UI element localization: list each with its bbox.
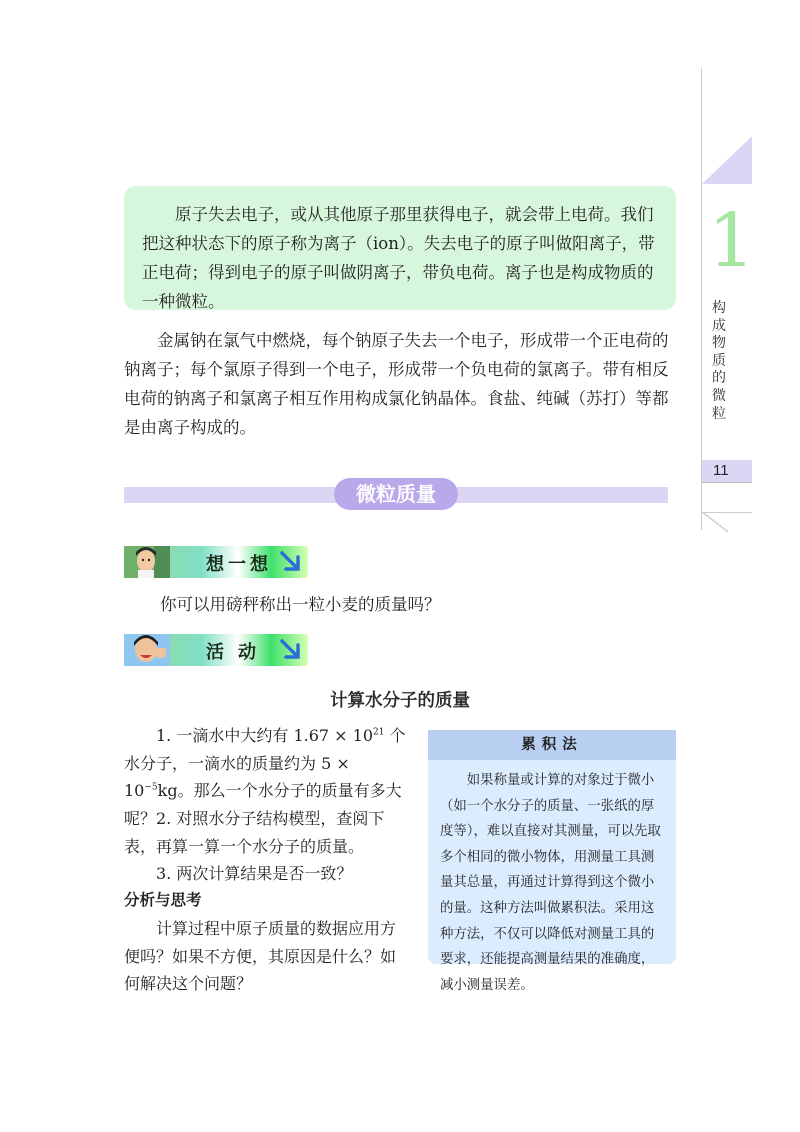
activity-photo-icon	[124, 634, 170, 666]
step-1-text-b: 个水分子，一滴水的质量约为 5 × 10	[124, 726, 406, 800]
activity-title: 计算水分子的质量	[330, 691, 470, 711]
chapter-title: 构成物质的微粒	[712, 300, 726, 422]
activity-step-2: 2. 对照水分子结构模型，查阅下表，再算一算一个水分子的质量。	[124, 809, 385, 856]
page-number: 11	[713, 462, 729, 479]
analysis-text: 计算过程中原子质量的数据应用方便吗？如果不方便，其原因是什么？如何解决这个问题？	[124, 919, 397, 993]
section-title: 微粒质量	[334, 478, 458, 510]
think-label: 想一想	[206, 554, 272, 575]
accumulation-text: 如果称量或计算的对象过于微小（如一个水分子的质量、一张纸的厚度等），难以直接对其测量，可以先取多个相同的微小物体，用测量工具测量其总量，再通过计算得到这个微小的量。这种方法叫做累积法。采用这种方法，不仅可以降低对测量工具的要求，还能提高测量结果的准确度，减小测量误差。	[440, 773, 661, 993]
margin-corner-diagonal	[702, 512, 728, 532]
think-question: 你可以用磅秤称出一粒小麦的质量吗？	[160, 595, 441, 614]
activity-step-3: 3. 两次计算结果是否一致？	[156, 864, 353, 883]
accumulation-title: 累积法	[428, 730, 676, 760]
step-1-text-a: 1. 一滴水中大约有 1.67 × 10	[156, 726, 374, 745]
chapter-tab-decoration	[702, 136, 752, 184]
main-paragraph: 金属钠在氯气中燃烧，每个钠原子失去一个电子，形成带一个正电荷的钠离子；每个氯原子得到一个电子，形成带一个负电荷的氯离子。带有相反电荷的钠离子和氯离子相互作用构成氯化钠晶体。食盐、纯碱（苏打）等都是由离子构成的。	[124, 331, 669, 437]
think-arrow-icon	[278, 549, 304, 575]
activity-arrow-icon	[278, 637, 304, 663]
page-number-rule	[702, 482, 752, 483]
accumulation-method-box	[428, 730, 676, 993]
step-1-exponent-2: −5	[144, 782, 158, 793]
chapter-number: 1	[708, 198, 756, 284]
step-1-text-c: kg。那么一个水分子的质量有多大呢？	[124, 781, 402, 828]
definition-box	[124, 186, 676, 310]
analysis-heading: 分析与思考	[124, 891, 202, 909]
step-1-exponent: 21	[373, 727, 385, 738]
definition-text: 原子失去电子，或从其他原子那里获得电子，就会带上电荷。我们把这种状态下的原子称为离子（ion）。失去电子的原子叫做阳离子，带正电荷；得到电子的原子叫做阴离子，带负电荷。离子也是构成物质的一种微粒。	[142, 205, 655, 311]
think-photo-icon	[124, 546, 170, 578]
activity-label: 活动	[206, 642, 270, 663]
